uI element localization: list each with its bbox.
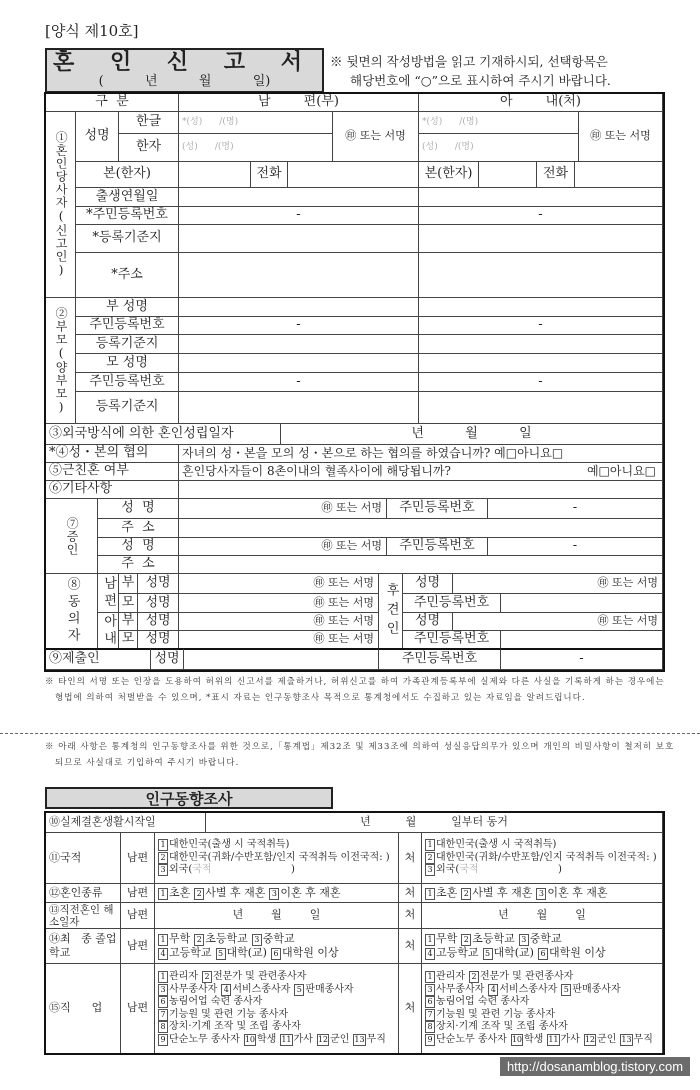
foreign-marriage-date-label: ③외국방식에 의한 혼인성립일자 [45, 423, 281, 445]
checkbox-number[interactable]: 13 [354, 1034, 365, 1044]
wife-mother-label: 모 [118, 630, 138, 649]
husband-mother-label: 모 [118, 593, 138, 613]
witness1-rrn-label: 주민등록번호 [386, 498, 488, 519]
witness2-rrn-label: 주민등록번호 [386, 537, 488, 556]
option-item[interactable]: 12 군인 [317, 1033, 350, 1045]
title-box [45, 48, 324, 93]
guardian1-rrn-label: 주민등록번호 [402, 593, 501, 613]
option-item[interactable]: 2 대한민국(귀화/수반포함/인지 국적취득 이전국적: ) [425, 852, 657, 865]
checkbox-number[interactable]: 11 [281, 1034, 292, 1044]
option-item[interactable]: 2 초등학교 [461, 932, 515, 946]
guardian1-name-label: 성명 [402, 573, 453, 594]
husband-hanja-name-field[interactable]: (성) /(명) [178, 133, 333, 162]
witness2-address-field[interactable] [178, 555, 663, 574]
wife-father-consent-field[interactable]: ㊞ 또는 서명 [178, 612, 379, 631]
checkbox-number[interactable]: 10 [244, 1034, 255, 1044]
guardian2-rrn-field[interactable] [500, 630, 663, 649]
section1-label: ①혼인당사자(신고인) [45, 111, 76, 298]
placeholder-text: 국적 [192, 864, 212, 876]
mother-reg-label: 등록기준지 [75, 391, 179, 424]
option-item[interactable]: 5 판매종사자 [561, 984, 620, 997]
option-line [158, 864, 295, 877]
wife-rrn-field[interactable]: - [418, 206, 663, 225]
marriage-type-wife-label: 처 [398, 883, 422, 903]
option-item[interactable]: 6 농림어업 숙련 종사자 [425, 996, 529, 1009]
checkbox-number[interactable]: 2 [425, 852, 435, 864]
checkbox-number[interactable]: 1 [158, 971, 168, 983]
checkbox-number[interactable]: 5 [216, 948, 226, 960]
husband-phone-label: 전화 [250, 161, 288, 188]
consanguinity-question[interactable] [178, 462, 663, 481]
option-item[interactable]: 1 관리자 [158, 971, 198, 984]
date-line: ( 년 월 일) [98, 74, 271, 89]
witness1-address-field[interactable] [178, 518, 663, 538]
marriage-type-husband-options[interactable] [154, 883, 399, 903]
option-line [158, 839, 289, 852]
option-item[interactable]: 4 서비스종사자 [488, 984, 557, 997]
option-line [425, 864, 562, 877]
form-title: 혼 인 신 고 서 [53, 49, 316, 75]
checkbox-number[interactable]: 1 [158, 839, 168, 851]
option-item[interactable]: 1 대한민국(출생 시 국적취득) [425, 839, 556, 852]
notice [330, 52, 695, 90]
checkbox-number[interactable]: 3 [158, 984, 168, 996]
education-husband-label: 남편 [120, 928, 155, 964]
husband-signature-field[interactable]: ㊞ 또는 서명 [332, 111, 419, 162]
education-label: ⑭최 종 졸업학교 [45, 928, 121, 964]
checkbox-number[interactable]: 2 [194, 888, 204, 900]
checkbox-number[interactable]: 7 [158, 1009, 168, 1021]
option-item[interactable]: 9 단순노무 종사자 [425, 1034, 507, 1047]
wife-phone-field[interactable] [574, 161, 663, 188]
option-item[interactable]: 3 사무종사자 [425, 984, 484, 997]
watermark: http://dosanamblog.tistory.com [500, 1057, 690, 1076]
checkbox-number[interactable]: 8 [158, 1021, 168, 1033]
consenter-name-label: 성명 [137, 630, 179, 649]
submitter-name-field[interactable] [183, 648, 379, 670]
guardian1-name-field[interactable]: ㊞ 또는 서명 [452, 573, 663, 594]
guardian2-name-label: 성명 [402, 612, 453, 631]
option-item[interactable]: 3 외국(국적 ) [158, 864, 295, 877]
consenter-name-label: 성명 [137, 593, 179, 613]
wife-reg-field[interactable] [418, 224, 663, 253]
other-matters-label: ⑥기타사항 [45, 480, 179, 499]
consanguinity-question-text: 혼인당사자들이 8촌이내의 혈족사이에 해당됩니까? [182, 463, 451, 478]
option-line [425, 984, 621, 997]
nationality-wife-options[interactable] [421, 832, 663, 884]
nationality-label: ⑪국적 [45, 832, 121, 884]
checkbox-number[interactable]: 3 [536, 888, 546, 900]
occupation-wife-label: 처 [398, 963, 422, 1054]
checkbox-number[interactable]: 5 [294, 984, 304, 996]
option-item[interactable]: 3 사무종사자 [158, 984, 217, 997]
option-line [158, 932, 295, 946]
consenter-husband-label: 남편 [97, 573, 119, 613]
husband-mother-name-field[interactable] [178, 353, 419, 373]
checkbox-number[interactable]: 4 [488, 984, 498, 996]
option-line [425, 1034, 653, 1047]
husband-phone-field[interactable] [287, 161, 419, 188]
option-item[interactable]: 12 군인 [584, 1033, 617, 1045]
option-line [425, 971, 573, 984]
form-number: [양식 제10호] [45, 22, 139, 40]
checkbox-number[interactable]: 5 [483, 948, 493, 960]
checkbox-number[interactable]: 1 [425, 888, 435, 900]
checkbox-number[interactable]: 3 [269, 888, 279, 900]
wife-mother-consent-field[interactable]: ㊞ 또는 서명 [178, 630, 379, 649]
checkbox-number[interactable]: 9 [158, 1034, 168, 1046]
wife-father-name-field[interactable] [418, 297, 663, 317]
option-item[interactable]: 5 대학(교) [216, 946, 267, 960]
wife-bon-field[interactable] [478, 161, 537, 188]
option-item[interactable]: 4 고등학교 [158, 946, 212, 960]
checkbox-number[interactable]: 10 [511, 1034, 522, 1044]
wife-father-rrn-field[interactable]: - [418, 316, 663, 335]
nationality-wife-label: 처 [398, 832, 422, 884]
husband-father-consent-field[interactable]: ㊞ 또는 서명 [178, 573, 379, 594]
option-line [425, 839, 556, 852]
witness1-rrn-field[interactable]: - [487, 498, 663, 519]
option-line [425, 996, 529, 1009]
checkbox-number[interactable]: 2 [461, 888, 471, 900]
option-item[interactable]: 11 가사 [548, 1033, 580, 1045]
husband-father-rrn-field[interactable]: - [178, 316, 419, 335]
wife-mother-name-field[interactable] [418, 353, 663, 373]
guardian2-name-field[interactable]: ㊞ 또는 서명 [452, 612, 663, 631]
checkbox-number[interactable]: 8 [425, 1021, 435, 1033]
bon-label: 본(한자) [75, 161, 179, 188]
education-wife-label: 처 [398, 928, 422, 964]
checkbox-number[interactable]: 3 [158, 864, 168, 876]
option-item[interactable]: 6 대학원 이상 [271, 946, 339, 960]
checkbox-number[interactable]: 3 [425, 864, 435, 876]
checkbox-number[interactable]: 3 [519, 934, 529, 946]
checkbox-number[interactable]: 2 [194, 934, 204, 946]
notice-line: 해당번호에 “○”으로 표시하여 주시기 바랍니다. [350, 73, 611, 88]
surname-agreement-question[interactable]: 자녀의 성・본을 모의 성・본으로 하는 협의를 하였습니까? 예□아니요□ [178, 444, 663, 463]
option-suffix: ) [211, 864, 295, 876]
nationality-husband-label: 남편 [120, 832, 155, 884]
wife-hangul-name-field[interactable]: *(성) /(명) [418, 111, 579, 134]
option-item[interactable]: 1 초혼 [158, 886, 190, 900]
prior-dissolution-husband-label: 남편 [120, 902, 155, 929]
consenter-label: ⑧동의자 [45, 573, 98, 649]
witness2-rrn-field[interactable]: - [487, 537, 663, 556]
wife-birth-field[interactable] [418, 187, 663, 207]
prior-dissolution-husband-date[interactable]: 년 월 일 [154, 902, 399, 929]
checkbox-number[interactable]: 6 [538, 948, 548, 960]
option-item[interactable]: 3 이혼 후 재혼 [269, 886, 340, 900]
checkbox-number[interactable]: 2 [158, 852, 168, 864]
husband-mother-rrn-field[interactable]: - [178, 372, 419, 392]
father-reg-label: 등록기준지 [75, 334, 179, 354]
witness1-name-field[interactable]: ㊞ 또는 서명 [178, 498, 387, 519]
husband-father-label: 부 [118, 573, 138, 594]
hanja-label: 한자 [118, 133, 179, 162]
submitter-rrn-field[interactable]: - [500, 648, 663, 670]
option-line [158, 984, 354, 997]
option-item[interactable]: 3 중학교 [252, 932, 295, 946]
consanguinity-label: ⑤근친혼 여부 [45, 462, 179, 481]
mother-name-label: 모 성명 [75, 353, 179, 373]
survey-title: 인구동향조사 [45, 787, 333, 809]
option-item[interactable]: 7 기능원 및 관련 기능 종사자 [158, 1009, 288, 1022]
option-item[interactable]: 5 판매종사자 [294, 984, 353, 997]
option-line [158, 946, 339, 960]
nationality-husband-options[interactable] [154, 832, 399, 884]
wife-mother-reg-field[interactable] [418, 391, 663, 424]
checkbox-number[interactable]: 5 [561, 984, 571, 996]
option-item[interactable]: 2 사별 후 재혼 [194, 886, 265, 900]
checkbox-number[interactable]: 6 [271, 948, 281, 960]
header-category: 구 분 [45, 93, 179, 112]
section2-label: ②부모(양부모) [45, 297, 76, 424]
checkbox-number[interactable]: 3 [252, 934, 262, 946]
option-suffix: ) [478, 864, 562, 876]
other-matters-field[interactable] [178, 480, 663, 499]
husband-mother-reg-field[interactable] [178, 391, 419, 424]
wife-bon-label: 본(한자) [418, 161, 479, 188]
submitter-name-label: 성명 [150, 648, 184, 670]
checkbox-number[interactable]: 4 [425, 948, 435, 960]
reg-label: *등록기준지 [75, 224, 179, 253]
option-item[interactable]: 3 외국(국적 ) [425, 864, 562, 877]
footnote-survey: ※ 아래 사항은 통계청의 인구동향조사를 위한 것으로,「통계법」제32조 및 제33조에 의하여 성실응답의무가 있으며 개인의 비밀사항이 철저히 보호되므로 사실대로 기입하여 주시기 바랍니다. [45, 742, 675, 768]
husband-rrn-field[interactable]: - [178, 206, 419, 225]
husband-birth-field[interactable] [178, 187, 419, 207]
checkbox-number[interactable]: 7 [425, 1009, 435, 1021]
guardian1-rrn-field[interactable] [500, 593, 663, 613]
checkbox-number[interactable]: 1 [158, 934, 168, 946]
birth-label: 출생연월일 [75, 187, 179, 207]
education-husband-options[interactable] [154, 928, 399, 964]
checkbox-number[interactable]: 2 [469, 971, 479, 983]
address-label: *주소 [75, 252, 179, 298]
hangul-label: 한글 [118, 111, 179, 134]
option-item[interactable]: 10 학생 [244, 1033, 277, 1045]
wife-phone-label: 전화 [536, 161, 575, 188]
option-item[interactable]: 1 초혼 [425, 886, 457, 900]
witness-label: ⑦증인 [45, 498, 98, 574]
checkbox-number[interactable]: 4 [221, 984, 231, 996]
option-line [425, 932, 562, 946]
foreign-marriage-date-field[interactable]: 년 월 일 [280, 423, 663, 445]
option-item[interactable]: 2 초등학교 [194, 932, 248, 946]
option-line [158, 886, 341, 900]
cohabitation-date-field[interactable]: 년 월 일부터 동거 [205, 812, 663, 833]
option-item[interactable]: 7 기능원 및 관련 기능 종사자 [425, 1009, 555, 1022]
husband-father-reg-field[interactable] [178, 334, 419, 354]
checkbox-number[interactable]: 1 [425, 971, 435, 983]
notice-line: ※ 뒷면의 작성방법을 읽고 기재하시되, 선택항목은 [330, 54, 608, 69]
father-rrn-label: 주민등록번호 [75, 316, 179, 335]
rrn-label: *주민등록번호 [75, 206, 179, 225]
witness2-address-label: 주 소 [97, 555, 179, 574]
occupation-wife-options[interactable] [421, 963, 663, 1054]
checkbox-number[interactable]: 6 [158, 996, 168, 1008]
checkbox-number[interactable]: 1 [158, 888, 168, 900]
header-husband: 남 편(부) [178, 93, 419, 112]
checkbox-number[interactable]: 12 [317, 1034, 329, 1044]
option-line [158, 996, 262, 1009]
mother-rrn-label: 주민등록번호 [75, 372, 179, 392]
education-wife-options[interactable] [421, 928, 663, 964]
checkbox-number[interactable]: 13 [621, 1034, 632, 1044]
husband-reg-field[interactable] [178, 224, 419, 253]
option-line [425, 1009, 555, 1022]
wife-father-label: 부 [118, 612, 138, 631]
submitter-label: ⑨제출인 [45, 648, 151, 670]
prior-dissolution-wife-label: 처 [398, 902, 422, 929]
option-line [158, 1034, 386, 1047]
witness1-address-label: 주 소 [97, 518, 179, 538]
option-item[interactable]: 13 무직 [354, 1033, 386, 1045]
option-item[interactable]: 2 대한민국(귀화/수반포함/인지 국적취득 이전국적: ) [158, 852, 390, 865]
occupation-husband-options[interactable] [154, 963, 399, 1054]
submitter-rrn-label: 주민등록번호 [378, 648, 501, 670]
option-item[interactable]: 3 이혼 후 재혼 [536, 886, 607, 900]
husband-bon-field[interactable] [178, 161, 251, 188]
guardian2-rrn-label: 주민등록번호 [402, 630, 501, 649]
consenter-name-label: 성명 [137, 573, 179, 594]
checkbox-number[interactable]: 11 [548, 1034, 559, 1044]
marriage-type-label: ⑫혼인종류 [45, 883, 121, 903]
option-item[interactable]: 1 무학 [425, 932, 457, 946]
checkbox-number[interactable]: 2 [461, 934, 471, 946]
checkbox-number[interactable]: 1 [425, 839, 435, 851]
option-item[interactable]: 8 장치·기계 조작 및 조립 종사자 [425, 1021, 568, 1034]
occupation-label: ⑮직 업 [45, 963, 121, 1054]
option-item[interactable]: 13 무직 [621, 1033, 653, 1045]
witness2-name-field[interactable]: ㊞ 또는 서명 [178, 537, 387, 556]
marriage-type-wife-options[interactable] [421, 883, 663, 903]
option-item[interactable]: 1 대한민국(출생 시 국적취득) [158, 839, 289, 852]
option-item[interactable]: 11 가사 [281, 1033, 313, 1045]
footnote-penalty: ※ 타인의 서명 또는 인장을 도용하여 허위의 신고서를 제출하거나, 허위신고를 하여 가족관계등록부에 실제와 다른 사실을 기록하게 하는 경우에는 형법에 의하여 처벌받을 수 있으며, *표시 자료는 인구동향조사 목적으로 통계청에서도 수집하고 있는 자료임을 알려드립니다. [45, 677, 665, 703]
wife-address-field[interactable] [418, 252, 663, 298]
witness2-name-label: 성 명 [97, 537, 179, 556]
option-item[interactable]: 2 사별 후 재혼 [461, 886, 532, 900]
option-item[interactable]: 2 전문가 및 관련종사자 [202, 971, 306, 984]
option-item[interactable]: 1 무학 [158, 932, 190, 946]
husband-father-name-field[interactable] [178, 297, 419, 317]
option-item[interactable]: 4 서비스종사자 [221, 984, 290, 997]
checkbox-number[interactable]: 4 [158, 948, 168, 960]
dashed-divider [0, 733, 700, 734]
surname-agreement-label: *④성・본의 협의 [45, 444, 179, 463]
option-item[interactable]: 8 장치·기계 조작 및 조립 종사자 [158, 1021, 301, 1034]
option-line [158, 852, 390, 865]
checkbox-number[interactable]: 1 [425, 934, 435, 946]
option-line [425, 886, 608, 900]
option-item[interactable]: 10 학생 [511, 1033, 544, 1045]
marriage-type-husband-label: 남편 [120, 883, 155, 903]
husband-address-field[interactable] [178, 252, 419, 298]
option-line [158, 971, 306, 984]
name-label: 성명 [75, 111, 119, 162]
option-line [425, 1021, 568, 1034]
wife-signature-field[interactable]: ㊞ 또는 서명 [578, 111, 663, 162]
guardian-label: 후견인 [378, 573, 403, 649]
consenter-wife-label: 아내 [97, 612, 119, 649]
option-item[interactable]: 3 중학교 [519, 932, 562, 946]
witness1-name-label: 성 명 [97, 498, 179, 519]
option-item[interactable]: 9 단순노무 종사자 [158, 1034, 240, 1047]
option-item[interactable]: 6 농림어업 숙련 종사자 [158, 996, 262, 1009]
option-item[interactable]: 6 대학원 이상 [538, 946, 606, 960]
option-line [158, 1009, 288, 1022]
husband-mother-consent-field[interactable]: ㊞ 또는 서명 [178, 593, 379, 613]
father-name-label: 부 성명 [75, 297, 179, 317]
header-wife: 아 내(처) [418, 93, 663, 112]
occupation-husband-label: 남편 [120, 963, 155, 1054]
wife-hanja-name-field[interactable]: (성) /(명) [418, 133, 579, 162]
option-item[interactable]: 5 대학(교) [483, 946, 534, 960]
husband-hangul-name-field[interactable]: *(성) /(명) [178, 111, 333, 134]
wife-father-reg-field[interactable] [418, 334, 663, 354]
option-line [425, 852, 657, 865]
consenter-name-label: 성명 [137, 612, 179, 631]
checkbox-number[interactable]: 2 [202, 971, 212, 983]
prior-dissolution-label: ⑬직전혼인 해소일자 [45, 902, 121, 929]
consanguinity-answer[interactable]: 예□아니요□ [586, 463, 656, 478]
option-line [425, 946, 606, 960]
placeholder-text: 국적 [459, 864, 479, 876]
wife-mother-rrn-field[interactable]: - [418, 372, 663, 392]
checkbox-number[interactable]: 9 [425, 1034, 435, 1046]
option-item[interactable]: 1 관리자 [425, 971, 465, 984]
checkbox-number[interactable]: 3 [425, 984, 435, 996]
prior-dissolution-wife-date[interactable]: 년 월 일 [421, 902, 663, 929]
option-line [158, 1021, 301, 1034]
option-item[interactable]: 4 고등학교 [425, 946, 479, 960]
option-item[interactable]: 2 전문가 및 관련종사자 [469, 971, 573, 984]
cohabitation-label: ⑩실제결혼생활시작일 [45, 812, 206, 833]
checkbox-number[interactable]: 6 [425, 996, 435, 1008]
checkbox-number[interactable]: 12 [584, 1034, 596, 1044]
